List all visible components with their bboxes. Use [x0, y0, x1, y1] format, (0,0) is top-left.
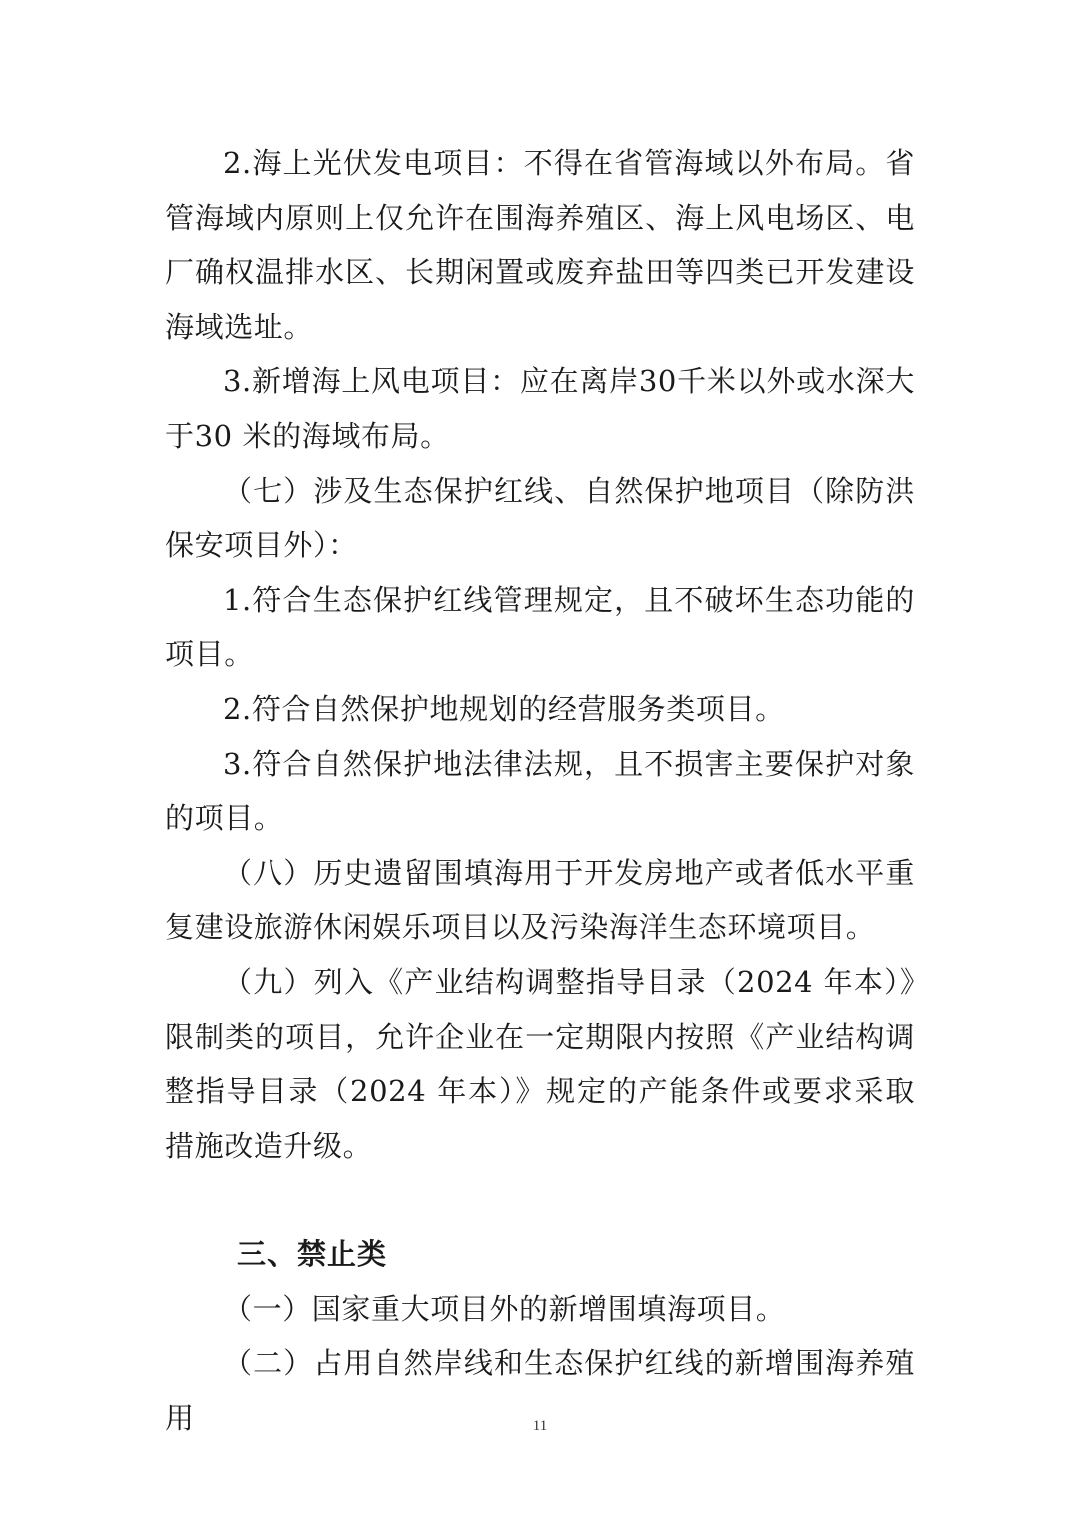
- paragraph-nature-reserve-law: 3.符合自然保护地法律法规，且不损害主要保护对象的项目。: [165, 746, 915, 836]
- paragraph-ecological-redline: 1.符合生态保护红线管理规定，且不破坏生态功能的项目。: [165, 582, 915, 672]
- paragraph-offshore-wind: 3.新增海上风电项目：应在离岸30千米以外或水深大于30 米的海域布局。: [165, 364, 915, 453]
- paragraph-prohibited-two: （二）占用自然岸线和生态保护红线的新增围海养殖用: [165, 1346, 915, 1436]
- page-number: 11: [532, 1418, 548, 1434]
- document-body: [165, 136, 915, 1446]
- paragraph-item-eight: （八）历史遗留围填海用于开发房地产或者低水平重复建设旅游休闲娱乐项目以及污染海洋生态环境项目。: [165, 855, 915, 945]
- paragraph-offshore-pv: 2.海上光伏发电项目：不得在省管海域以外布局。省管海域内原则上仅允许在围海养殖区、海上风电场区、电厂确权温排水区、长期闲置或废弃盐田等四类已开发建设海域选址。: [165, 146, 915, 344]
- paragraph-item-nine: （九）列入《产业结构调整指导目录（2024 年本）》限制类的项目，允许企业在一定期限内按照《产业结构调整指导目录（2024 年本）》规定的产能条件或要求采取措施改造升级。: [165, 964, 915, 1163]
- section-heading: 三、禁止类: [237, 1237, 388, 1272]
- paragraph-item-seven: （七）涉及生态保护红线、自然保护地项目（除防洪保安项目外）：: [165, 473, 915, 563]
- section-spacer: [165, 1173, 915, 1227]
- paragraph-prohibited-one: （一）国家重大项目外的新增围填海项目。: [223, 1291, 786, 1326]
- paragraph-nature-reserve-planning: 2.符合自然保护地规划的经营服务类项目。: [223, 691, 785, 726]
